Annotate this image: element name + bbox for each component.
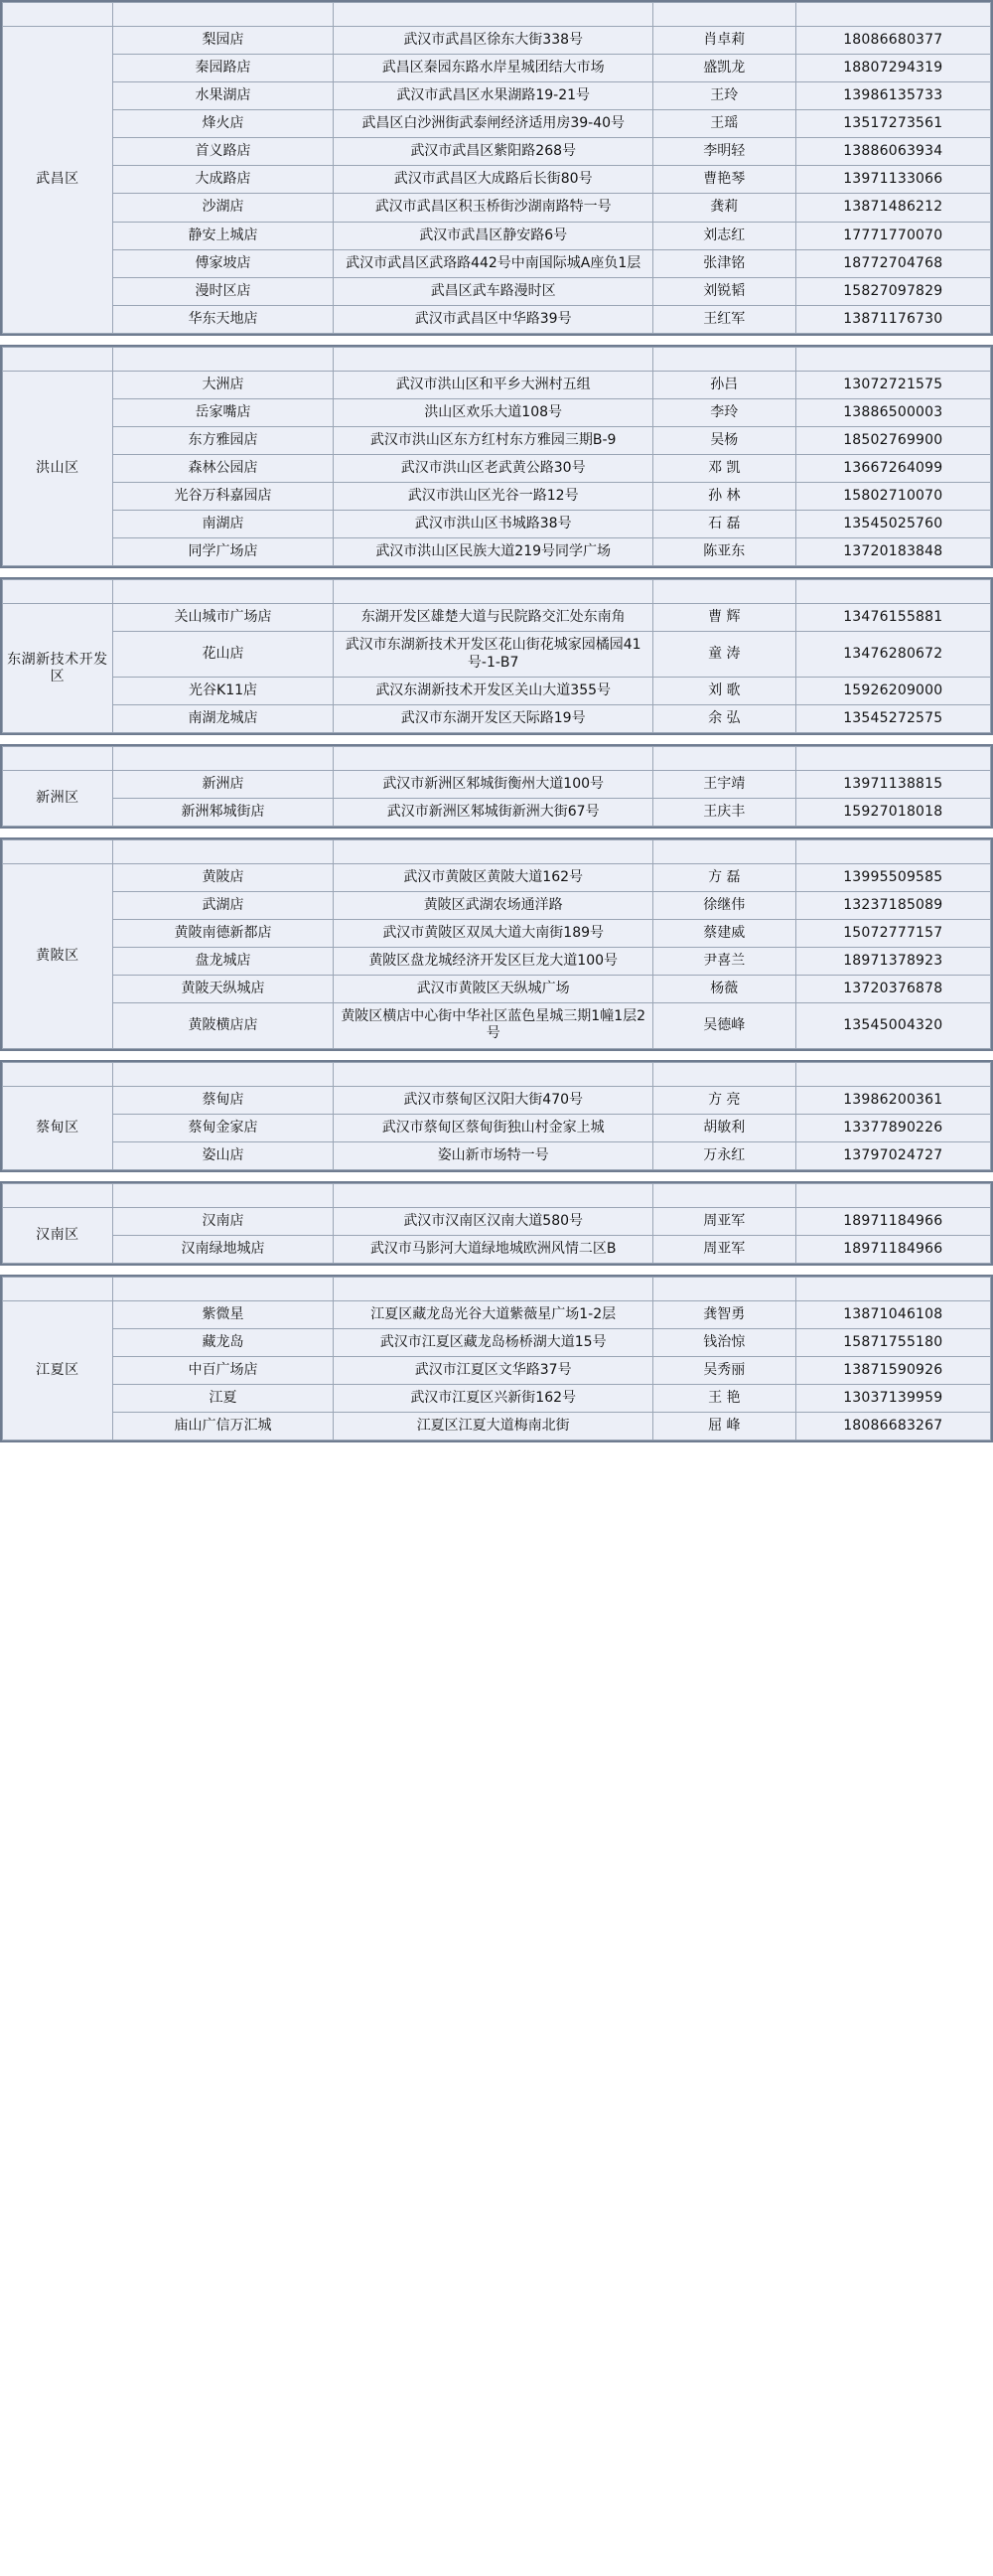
table-row — [3, 948, 991, 976]
store-name-cell: 秦园路店 — [112, 55, 334, 82]
store-name-cell: 蔡甸店 — [112, 1086, 334, 1114]
table-row — [3, 604, 991, 632]
spacer-cell — [334, 3, 653, 27]
spacer-cell — [334, 839, 653, 863]
table-row — [3, 892, 991, 920]
table-row — [3, 398, 991, 426]
contact-phone-cell: 13871486212 — [795, 194, 990, 222]
contact-name-cell: 周亚军 — [652, 1235, 795, 1263]
district-name-cell: 武昌区 — [3, 27, 113, 334]
store-address-cell: 姿山新市场特一号 — [334, 1141, 653, 1169]
district-name-cell: 蔡甸区 — [3, 1086, 113, 1169]
contact-name-cell: 杨薇 — [652, 976, 795, 1003]
table-row — [3, 222, 991, 249]
contact-phone-cell: 18502769900 — [795, 427, 990, 455]
spacer-cell — [652, 1062, 795, 1086]
store-name-cell: 东方雅园店 — [112, 427, 334, 455]
store-address-cell: 黄陂区盘龙城经济开发区巨龙大道100号 — [334, 948, 653, 976]
store-name-cell: 傅家坡店 — [112, 249, 334, 277]
contact-phone-cell: 13517273561 — [795, 110, 990, 138]
store-name-cell: 蔡甸金家店 — [112, 1114, 334, 1141]
spacer-cell — [3, 1062, 113, 1086]
store-address-cell: 武汉市洪山区和平乡大洲村五组 — [334, 371, 653, 398]
contact-name-cell: 曹 辉 — [652, 604, 795, 632]
district-table — [2, 347, 991, 567]
table-row — [3, 1385, 991, 1413]
store-name-cell: 新洲店 — [112, 770, 334, 798]
contact-phone-cell: 15802710070 — [795, 483, 990, 511]
store-name-cell: 光谷K11店 — [112, 677, 334, 704]
spacer-cell — [112, 580, 334, 604]
district-table — [2, 1183, 991, 1264]
store-address-cell: 洪山区欢乐大道108号 — [334, 398, 653, 426]
contact-name-cell: 刘锐韬 — [652, 277, 795, 305]
store-address-cell: 武汉市洪山区光谷一路12号 — [334, 483, 653, 511]
block-divider — [0, 735, 993, 744]
contact-phone-cell: 18086680377 — [795, 27, 990, 55]
block-divider — [0, 568, 993, 577]
contact-name-cell: 王宇靖 — [652, 770, 795, 798]
table-row — [3, 1413, 991, 1440]
table-row — [3, 82, 991, 110]
table-row — [3, 798, 991, 826]
spacer-cell — [3, 839, 113, 863]
store-address-cell: 武汉市武昌区徐东大街338号 — [334, 27, 653, 55]
store-name-cell: 光谷万科嘉园店 — [112, 483, 334, 511]
contact-phone-cell: 13476280672 — [795, 632, 990, 677]
spacer-cell — [3, 580, 113, 604]
store-address-cell: 武汉市武昌区紫阳路268号 — [334, 138, 653, 166]
district-name-cell: 新洲区 — [3, 770, 113, 826]
contact-name-cell: 孙 林 — [652, 483, 795, 511]
contact-phone-cell: 13545272575 — [795, 704, 990, 732]
spacer-cell — [3, 1183, 113, 1207]
spacer-cell — [3, 3, 113, 27]
contact-name-cell: 万永红 — [652, 1141, 795, 1169]
contact-phone-cell: 15871755180 — [795, 1328, 990, 1356]
store-address-cell: 武汉市江夏区文华路37号 — [334, 1357, 653, 1385]
contact-name-cell: 尹喜兰 — [652, 948, 795, 976]
store-address-cell: 武汉市黄陂区双凤大道大南街189号 — [334, 920, 653, 948]
store-name-cell: 关山城市广场店 — [112, 604, 334, 632]
table-row — [3, 110, 991, 138]
contact-phone-cell: 13971133066 — [795, 166, 990, 194]
contact-phone-cell: 13986135733 — [795, 82, 990, 110]
spacer-row — [3, 1062, 991, 1086]
contact-name-cell: 方 亮 — [652, 1086, 795, 1114]
store-address-cell: 武汉市蔡甸区汉阳大街470号 — [334, 1086, 653, 1114]
store-address-cell: 武昌区秦园东路水岸星城团结大市场 — [334, 55, 653, 82]
district-block — [0, 577, 993, 734]
spacer-cell — [334, 347, 653, 371]
contact-name-cell: 张津铭 — [652, 249, 795, 277]
store-name-cell: 新洲邾城街店 — [112, 798, 334, 826]
spacer-cell — [3, 347, 113, 371]
table-row — [3, 305, 991, 333]
table-row — [3, 138, 991, 166]
table-row — [3, 1357, 991, 1385]
contact-name-cell: 李玲 — [652, 398, 795, 426]
district-name-cell: 洪山区 — [3, 371, 113, 566]
store-address-cell: 武汉市武昌区武珞路442号中南国际城A座负1层 — [334, 249, 653, 277]
spacer-cell — [652, 839, 795, 863]
store-address-cell: 武汉市汉南区汉南大道580号 — [334, 1207, 653, 1235]
contact-phone-cell: 13237185089 — [795, 892, 990, 920]
spacer-cell — [795, 1277, 990, 1300]
store-name-cell: 华东天地店 — [112, 305, 334, 333]
contact-phone-cell: 13995509585 — [795, 863, 990, 891]
spacer-row — [3, 1183, 991, 1207]
district-block — [0, 0, 993, 336]
table-row — [3, 677, 991, 704]
spacer-cell — [795, 746, 990, 770]
store-address-cell: 黄陂区横店中心街中华社区蓝色星城三期1幢1层2号 — [334, 1003, 653, 1048]
contact-phone-cell: 13797024727 — [795, 1141, 990, 1169]
store-address-cell: 武汉市新洲区邾城街衡州大道100号 — [334, 770, 653, 798]
district-name-cell: 东湖新技术开发区 — [3, 604, 113, 732]
spacer-cell — [795, 839, 990, 863]
contact-phone-cell: 13545004320 — [795, 1003, 990, 1048]
contact-name-cell: 王 艳 — [652, 1385, 795, 1413]
contact-phone-cell: 13720183848 — [795, 538, 990, 566]
store-address-cell: 武汉市江夏区藏龙岛杨桥湖大道15号 — [334, 1328, 653, 1356]
store-name-cell: 江夏 — [112, 1385, 334, 1413]
store-address-cell: 武汉市东湖新技术开发区花山街花城家园橘园41号-1-B7 — [334, 632, 653, 677]
store-address-cell: 武汉市黄陂区黄陂大道162号 — [334, 863, 653, 891]
store-name-cell: 紫微星 — [112, 1300, 334, 1328]
spacer-row — [3, 3, 991, 27]
contact-phone-cell: 15926209000 — [795, 677, 990, 704]
spacer-row — [3, 839, 991, 863]
store-name-cell: 首义路店 — [112, 138, 334, 166]
store-name-cell: 黄陂店 — [112, 863, 334, 891]
block-divider — [0, 1172, 993, 1181]
contact-phone-cell: 18971378923 — [795, 948, 990, 976]
spacer-cell — [652, 347, 795, 371]
table-row — [3, 704, 991, 732]
spacer-cell — [652, 1277, 795, 1300]
contact-name-cell: 王瑶 — [652, 110, 795, 138]
store-name-cell: 姿山店 — [112, 1141, 334, 1169]
spacer-cell — [795, 347, 990, 371]
contact-name-cell: 盛凯龙 — [652, 55, 795, 82]
store-address-cell: 武汉市洪山区东方红村东方雅园三期B-9 — [334, 427, 653, 455]
spacer-cell — [795, 1062, 990, 1086]
district-name-cell: 江夏区 — [3, 1300, 113, 1440]
contact-phone-cell: 18971184966 — [795, 1235, 990, 1263]
store-name-cell: 大洲店 — [112, 371, 334, 398]
table-row — [3, 249, 991, 277]
store-name-cell: 藏龙岛 — [112, 1328, 334, 1356]
contact-phone-cell: 13871046108 — [795, 1300, 990, 1328]
store-name-cell: 黄陂南德新都店 — [112, 920, 334, 948]
store-name-cell: 庙山广信万汇城 — [112, 1413, 334, 1440]
store-address-cell: 武汉市东湖开发区天际路19号 — [334, 704, 653, 732]
store-name-cell: 南湖店 — [112, 511, 334, 538]
spacer-cell — [112, 347, 334, 371]
spacer-cell — [112, 839, 334, 863]
table-row — [3, 511, 991, 538]
district-block — [0, 1275, 993, 1442]
store-address-cell: 黄陂区武湖农场通洋路 — [334, 892, 653, 920]
contact-name-cell: 曹艳琴 — [652, 166, 795, 194]
district-block — [0, 837, 993, 1051]
table-row — [3, 538, 991, 566]
contact-phone-cell: 17771770070 — [795, 222, 990, 249]
contact-phone-cell: 13871590926 — [795, 1357, 990, 1385]
contact-phone-cell: 15927018018 — [795, 798, 990, 826]
contact-name-cell: 李明轻 — [652, 138, 795, 166]
store-name-cell: 花山店 — [112, 632, 334, 677]
spacer-cell — [652, 580, 795, 604]
contact-phone-cell: 15827097829 — [795, 277, 990, 305]
contact-phone-cell: 13377890226 — [795, 1114, 990, 1141]
store-address-cell: 武汉东湖新技术开发区关山大道355号 — [334, 677, 653, 704]
table-row — [3, 1114, 991, 1141]
spacer-cell — [795, 1183, 990, 1207]
store-address-cell: 武昌区白沙洲街武泰闸经济适用房39-40号 — [334, 110, 653, 138]
table-row — [3, 632, 991, 677]
contact-phone-cell: 18971184966 — [795, 1207, 990, 1235]
store-name-cell: 汉南店 — [112, 1207, 334, 1235]
store-address-cell: 武汉市洪山区老武黄公路30号 — [334, 455, 653, 483]
table-row — [3, 483, 991, 511]
store-name-cell: 烽火店 — [112, 110, 334, 138]
store-name-cell: 南湖龙城店 — [112, 704, 334, 732]
table-row — [3, 455, 991, 483]
contact-name-cell: 吴杨 — [652, 427, 795, 455]
contact-name-cell: 陈亚东 — [652, 538, 795, 566]
table-row — [3, 166, 991, 194]
table-row — [3, 427, 991, 455]
contact-name-cell: 肖卓莉 — [652, 27, 795, 55]
table-row — [3, 27, 991, 55]
contact-phone-cell: 13986200361 — [795, 1086, 990, 1114]
contact-name-cell: 吴秀丽 — [652, 1357, 795, 1385]
contact-name-cell: 龚智勇 — [652, 1300, 795, 1328]
store-name-cell: 水果湖店 — [112, 82, 334, 110]
block-divider — [0, 1051, 993, 1060]
table-row — [3, 1141, 991, 1169]
table-row — [3, 371, 991, 398]
district-table — [2, 1062, 991, 1170]
store-address-cell: 武汉市武昌区水果湖路19-21号 — [334, 82, 653, 110]
district-table — [2, 746, 991, 827]
store-name-cell: 汉南绿地城店 — [112, 1235, 334, 1263]
spacer-cell — [112, 1062, 334, 1086]
contact-name-cell: 龚莉 — [652, 194, 795, 222]
district-block — [0, 345, 993, 569]
spacer-row — [3, 347, 991, 371]
store-address-cell: 江夏区江夏大道梅南北街 — [334, 1413, 653, 1440]
contact-phone-cell: 18807294319 — [795, 55, 990, 82]
table-row — [3, 976, 991, 1003]
spacer-cell — [795, 3, 990, 27]
contact-name-cell: 孙吕 — [652, 371, 795, 398]
contact-phone-cell: 13971138815 — [795, 770, 990, 798]
spacer-cell — [652, 1183, 795, 1207]
district-name-cell: 黄陂区 — [3, 863, 113, 1048]
contact-phone-cell: 13545025760 — [795, 511, 990, 538]
contact-phone-cell: 13476155881 — [795, 604, 990, 632]
store-name-cell: 静安上城店 — [112, 222, 334, 249]
contact-name-cell: 钱治惊 — [652, 1328, 795, 1356]
spacer-cell — [112, 3, 334, 27]
contact-name-cell: 王庆丰 — [652, 798, 795, 826]
spacer-cell — [112, 746, 334, 770]
store-address-cell: 武汉市马影河大道绿地城欧洲风情二区B — [334, 1235, 653, 1263]
spacer-cell — [334, 746, 653, 770]
store-address-cell: 武汉市黄陂区天纵城广场 — [334, 976, 653, 1003]
contact-phone-cell: 18772704768 — [795, 249, 990, 277]
spacer-row — [3, 580, 991, 604]
table-row — [3, 277, 991, 305]
store-name-cell: 黄陂横店店 — [112, 1003, 334, 1048]
table-row — [3, 1328, 991, 1356]
store-name-cell: 大成路店 — [112, 166, 334, 194]
store-name-cell: 漫时区店 — [112, 277, 334, 305]
store-address-cell: 武汉市武昌区大成路后长街80号 — [334, 166, 653, 194]
contact-name-cell: 邓 凯 — [652, 455, 795, 483]
store-address-cell: 江夏区藏龙岛光谷大道紫薇星广场1-2层 — [334, 1300, 653, 1328]
table-row — [3, 1235, 991, 1263]
contact-phone-cell: 13871176730 — [795, 305, 990, 333]
table-row — [3, 1207, 991, 1235]
spacer-cell — [652, 3, 795, 27]
store-address-cell: 武汉市新洲区邾城街新洲大街67号 — [334, 798, 653, 826]
table-row — [3, 920, 991, 948]
spacer-cell — [334, 1277, 653, 1300]
table-row — [3, 1300, 991, 1328]
store-name-cell: 中百广场店 — [112, 1357, 334, 1385]
contact-name-cell: 王红军 — [652, 305, 795, 333]
contact-phone-cell: 13886500003 — [795, 398, 990, 426]
spacer-cell — [795, 580, 990, 604]
store-name-cell: 岳家嘴店 — [112, 398, 334, 426]
table-row — [3, 194, 991, 222]
store-address-cell: 武汉市江夏区兴新街162号 — [334, 1385, 653, 1413]
contact-name-cell: 刘 歌 — [652, 677, 795, 704]
table-row — [3, 1086, 991, 1114]
block-divider — [0, 829, 993, 837]
contact-phone-cell: 13072721575 — [795, 371, 990, 398]
district-table — [2, 2, 991, 334]
contact-phone-cell: 13037139959 — [795, 1385, 990, 1413]
district-name-cell: 汉南区 — [3, 1207, 113, 1263]
spacer-cell — [112, 1183, 334, 1207]
contact-phone-cell: 13720376878 — [795, 976, 990, 1003]
store-address-cell: 武汉市蔡甸区蔡甸街独山村金家上城 — [334, 1114, 653, 1141]
contact-name-cell: 蔡建威 — [652, 920, 795, 948]
spacer-cell — [652, 746, 795, 770]
contact-phone-cell: 13667264099 — [795, 455, 990, 483]
store-name-cell: 盘龙城店 — [112, 948, 334, 976]
contact-name-cell: 方 磊 — [652, 863, 795, 891]
store-name-cell: 黄陂天纵城店 — [112, 976, 334, 1003]
contact-name-cell: 周亚军 — [652, 1207, 795, 1235]
spacer-cell — [334, 1183, 653, 1207]
district-table — [2, 579, 991, 732]
contact-name-cell: 童 涛 — [652, 632, 795, 677]
district-block — [0, 744, 993, 829]
contact-name-cell: 徐继伟 — [652, 892, 795, 920]
district-table — [2, 1277, 991, 1440]
store-address-cell: 武汉市洪山区民族大道219号同学广场 — [334, 538, 653, 566]
contact-name-cell: 胡敏利 — [652, 1114, 795, 1141]
spacer-cell — [3, 746, 113, 770]
contact-phone-cell: 18086683267 — [795, 1413, 990, 1440]
table-row — [3, 1003, 991, 1048]
contact-name-cell: 刘志红 — [652, 222, 795, 249]
store-name-cell: 森林公园店 — [112, 455, 334, 483]
store-address-cell: 武汉市武昌区中华路39号 — [334, 305, 653, 333]
table-row — [3, 863, 991, 891]
store-name-cell: 同学广场店 — [112, 538, 334, 566]
spacer-cell — [3, 1277, 113, 1300]
store-address-cell: 武汉市武昌区静安路6号 — [334, 222, 653, 249]
store-address-cell: 东湖开发区雄楚大道与民院路交汇处东南角 — [334, 604, 653, 632]
spacer-cell — [334, 580, 653, 604]
district-block — [0, 1060, 993, 1172]
store-name-cell: 沙湖店 — [112, 194, 334, 222]
store-address-cell: 武汉市洪山区书城路38号 — [334, 511, 653, 538]
store-name-cell: 梨园店 — [112, 27, 334, 55]
contact-name-cell: 余 弘 — [652, 704, 795, 732]
block-divider — [0, 1266, 993, 1275]
spacer-cell — [334, 1062, 653, 1086]
spacer-cell — [112, 1277, 334, 1300]
contact-name-cell: 王玲 — [652, 82, 795, 110]
block-divider — [0, 336, 993, 345]
contact-phone-cell: 15072777157 — [795, 920, 990, 948]
table-row — [3, 770, 991, 798]
contact-name-cell: 吴德峰 — [652, 1003, 795, 1048]
contact-phone-cell: 13886063934 — [795, 138, 990, 166]
district-table — [2, 839, 991, 1049]
table-row — [3, 55, 991, 82]
district-block — [0, 1181, 993, 1266]
contact-name-cell: 石 磊 — [652, 511, 795, 538]
store-address-cell: 武汉市武昌区积玉桥街沙湖南路特一号 — [334, 194, 653, 222]
store-name-cell: 武湖店 — [112, 892, 334, 920]
contact-name-cell: 屈 峰 — [652, 1413, 795, 1440]
store-address-cell: 武昌区武车路漫时区 — [334, 277, 653, 305]
spacer-row — [3, 1277, 991, 1300]
spacer-row — [3, 746, 991, 770]
